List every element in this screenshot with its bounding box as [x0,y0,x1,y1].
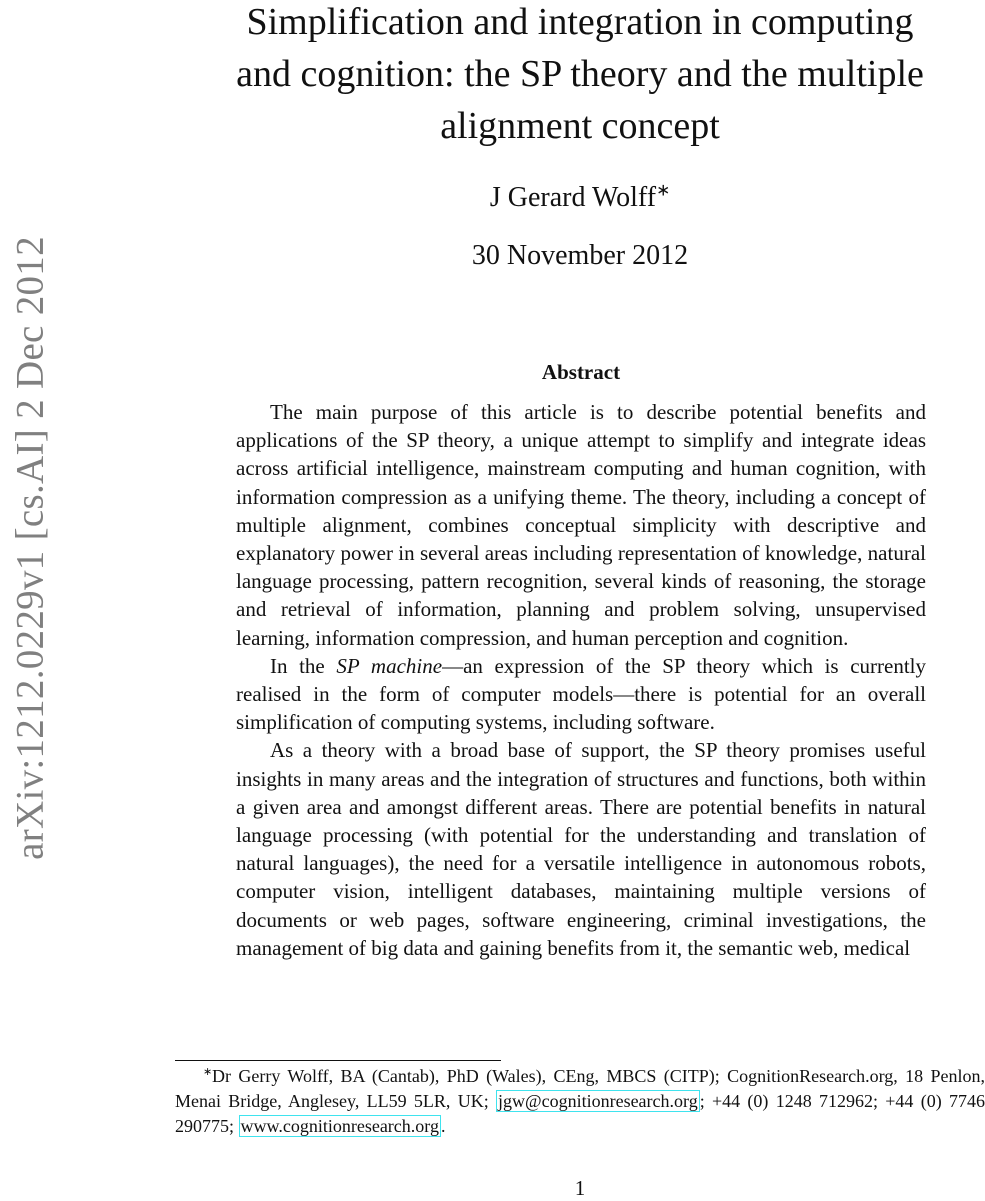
title-line-1: Simplification and integration in computing [246,1,914,43]
title-line-3: alignment concept [440,105,720,147]
author-name: J Gerard Wolff [489,182,657,213]
page-number: 1 [574,1176,586,1200]
author-footnote [175,1064,985,1139]
footnote-divider [175,1060,501,1061]
abstract-heading: Abstract [541,360,621,384]
footnote-end-text: . [440,1116,446,1136]
footnote-paragraph [175,1064,985,1139]
sp-machine-term: SP machine [336,653,443,678]
title-line-2: and cognition: the SP theory and the multiple [236,53,924,95]
abstract-paragraph-2-rest: —an expression of the SP theory which is currently realised in the form of computer models—there is potential for an overall simplification of computing systems, including software. [236,653,927,735]
paper-title [170,0,985,152]
author-footnote-mark: ∗ [656,180,671,200]
paper-date: 30 November 2012 [471,240,689,271]
paper-author [170,182,985,214]
abstract-paragraph-2 [236,652,926,737]
footnote-phone-text: ; +44 (0) 1248 712962; +44 (0) 7746 290775; [175,1091,985,1136]
website-link[interactable]: www.cognitionresearch.org [240,1116,439,1136]
abstract-paragraph-1: The main purpose of this article is to describe potential benefits and applications of the SP theory, a unique attempt to simplify and integrate ideas across artificial intelligence, mainstream computing and human cognition, with information compression as a unifying theme. The theory, including a concept of multiple alignment, combines conceptual simplicity with descriptive and explanatory power in several areas including representation of knowledge, natural language processing, pattern recognition, several kinds of reasoning, the storage and retrieval of information, planning and problem solving, unsupervised learning, information compression, and human perception and cognition. [236,400,926,650]
abstract-paragraph-2-start: In the [270,653,337,678]
arxiv-identifier-text: arXiv:1212.0229v1 [cs.AI] 2 Dec 2012 [8,236,52,860]
footnote-mark: ∗ [203,1066,213,1078]
arxiv-identifier-stamp [0,0,60,1196]
abstract-paragraph-3: As a theory with a broad base of support, the SP theory promises useful insights in many areas and the integration of structures and functions, both within a given area and amongst different areas. There are potential benefits in natural language processing (with potential for the understanding and translation of natural languages), the need for a versatile intelligence in autonomous robots, computer vision, intelligent databases, maintaining multiple versions of documents or web pages, software engineering, criminal investigations, the management of big data and gaining benefits from it, the semantic web, medical [236,738,926,960]
abstract-body [236,398,926,962]
email-link[interactable]: jgw@cognitionresearch.org [498,1091,698,1111]
footnote-affiliation-text: Dr Gerry Wolff, BA (Cantab), PhD (Wales), CEng, MBCS (CITP); CognitionResearch.org, 18 Penlon, Menai Bridge, Anglesey, LL59 5LR, UK; [175,1066,985,1111]
